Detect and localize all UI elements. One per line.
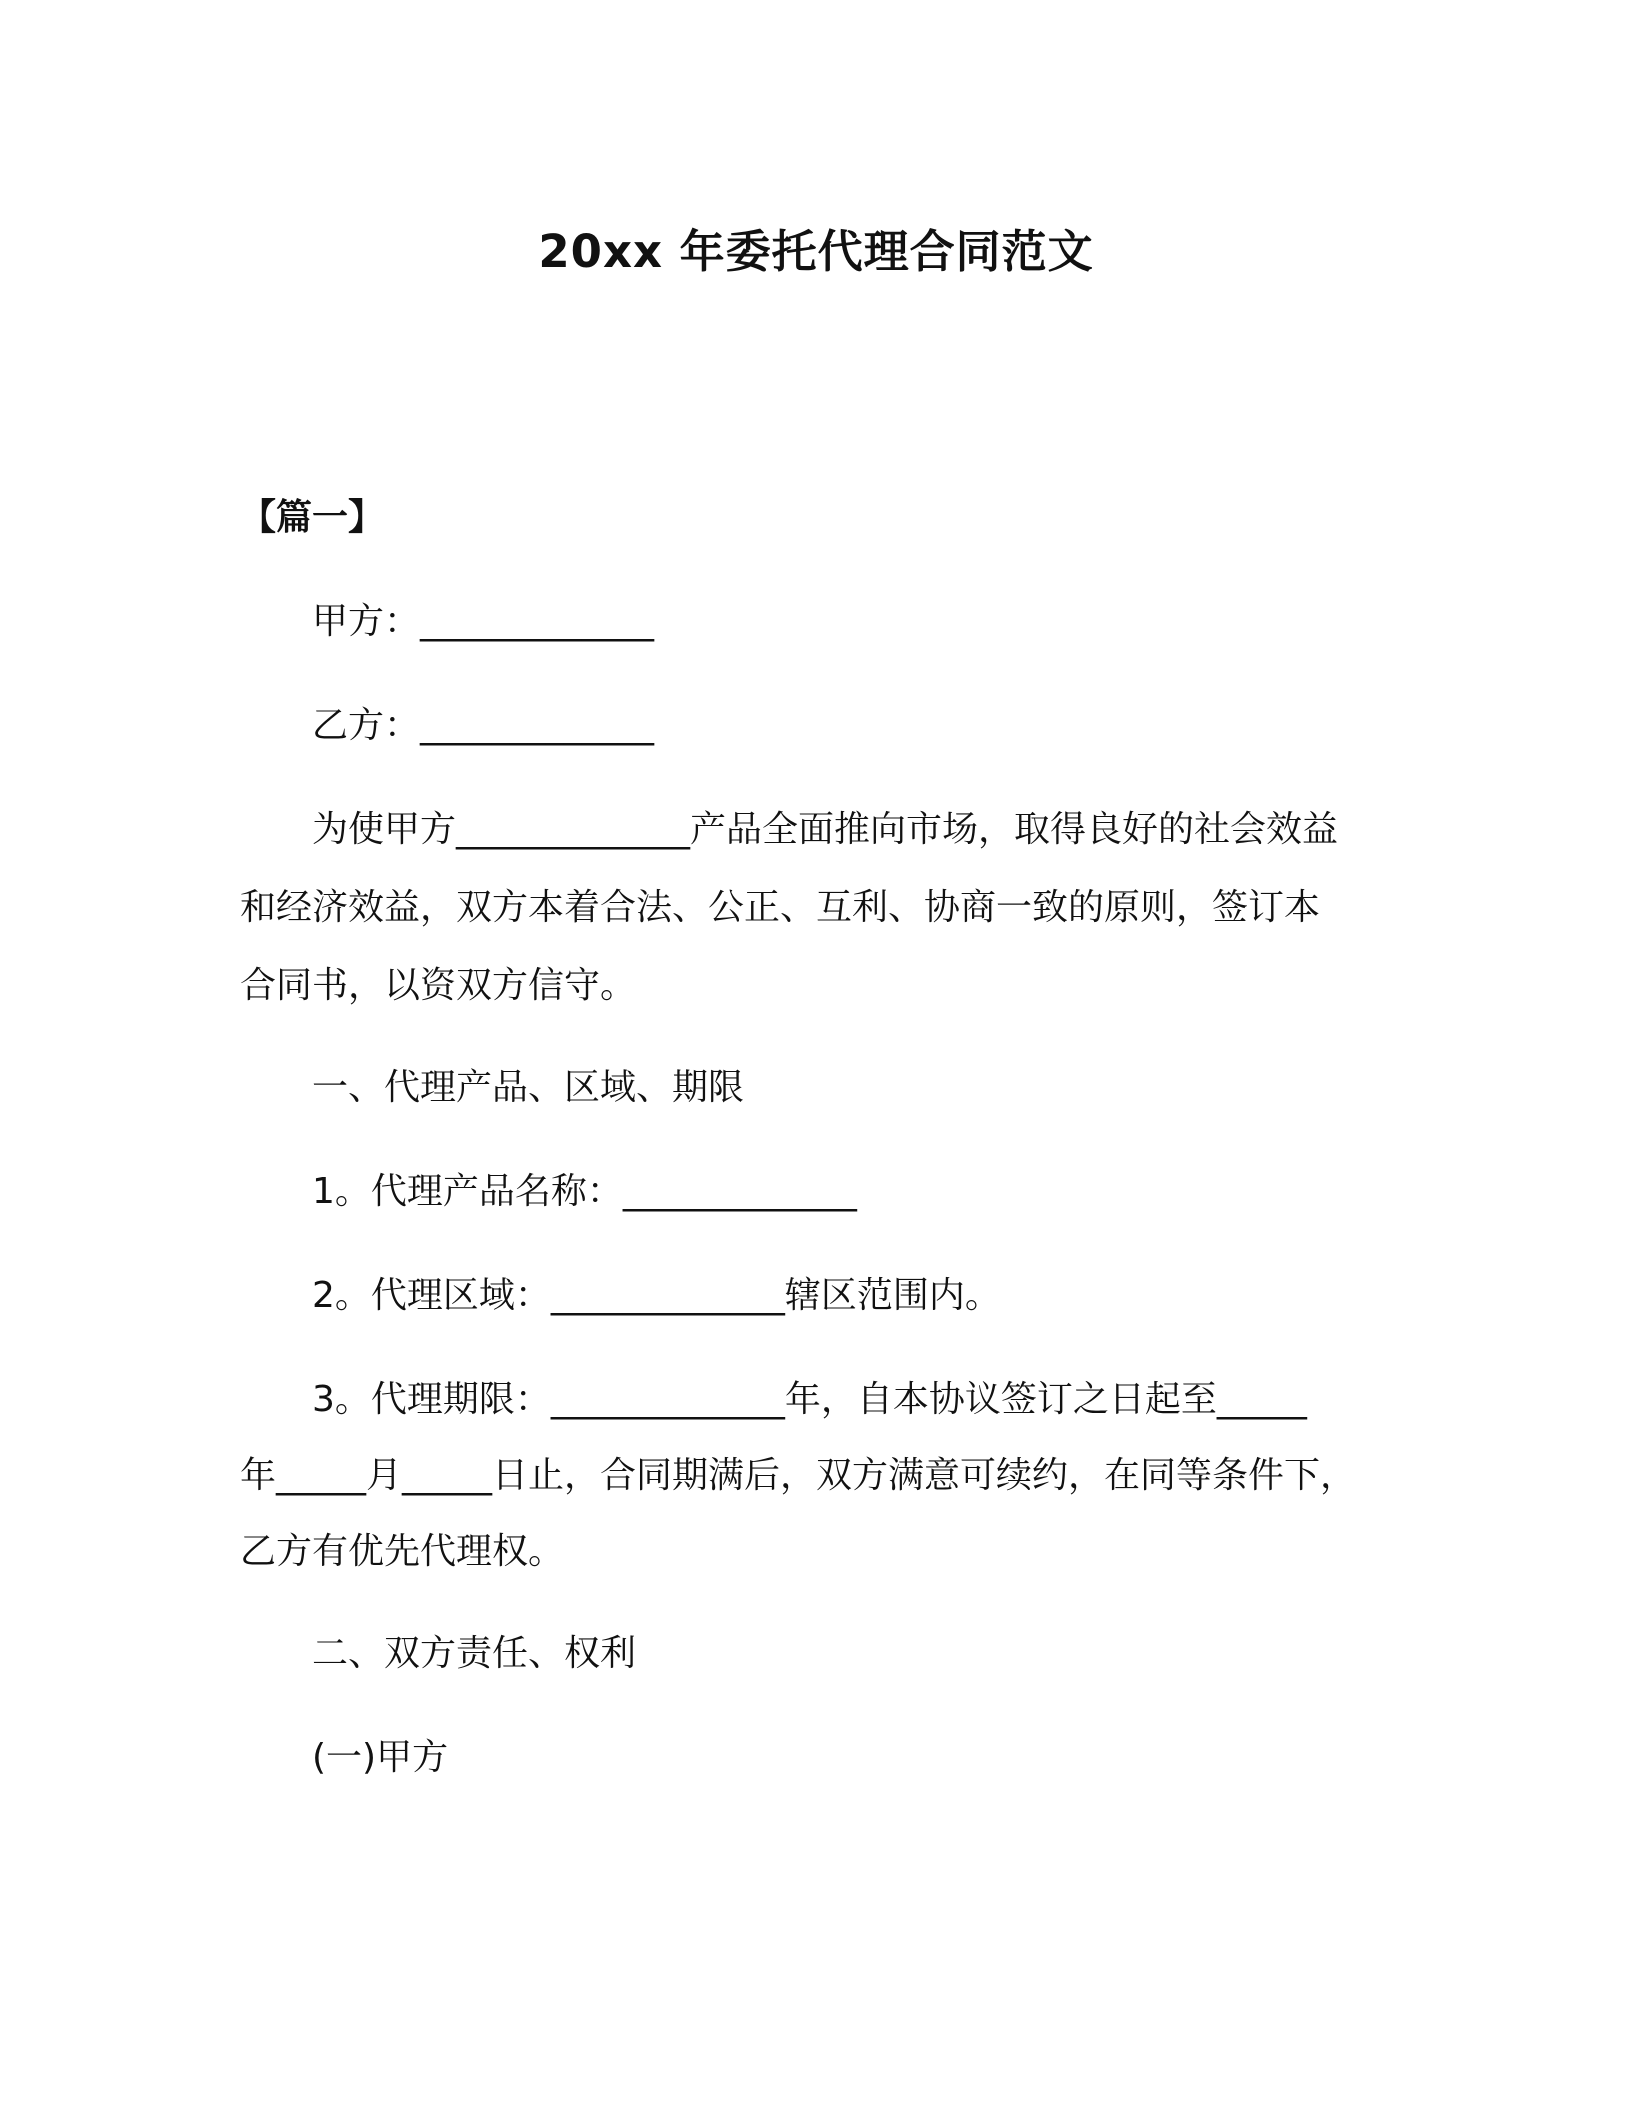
article-1-item-3-line-2: 年_____月_____日止，合同期满后，双方满意可续约，在同等条件下，	[240, 1455, 1357, 1496]
intro-line-2: 和经济效益，双方本着合法、公正、互利、协商一致的原则，签订本	[240, 887, 1321, 928]
section-label: 【篇一】	[240, 497, 385, 538]
party-b-line: 乙方：_____________	[312, 705, 655, 746]
intro-line-3: 合同书，以资双方信守。	[240, 965, 637, 1006]
document-title: 20xx 年委托代理合同范文	[538, 225, 1094, 278]
article-1-item-1: 1。代理产品名称：_____________	[312, 1171, 857, 1212]
article-2-heading: 二、双方责任、权利	[312, 1633, 637, 1674]
article-1-item-3-line-3: 乙方有优先代理权。	[240, 1531, 565, 1572]
article-2-sub-1: (一)甲方	[312, 1737, 449, 1778]
article-1-heading: 一、代理产品、区域、期限	[312, 1067, 745, 1108]
party-a-line: 甲方：_____________	[312, 601, 655, 642]
article-1-item-3-line-1: 3。代理期限：_____________年，自本协议签订之日起至_____	[312, 1379, 1307, 1420]
intro-line-1: 为使甲方_____________产品全面推向市场，取得良好的社会效益	[312, 809, 1339, 850]
article-1-item-2: 2。代理区域：_____________辖区范围内。	[312, 1275, 1001, 1316]
